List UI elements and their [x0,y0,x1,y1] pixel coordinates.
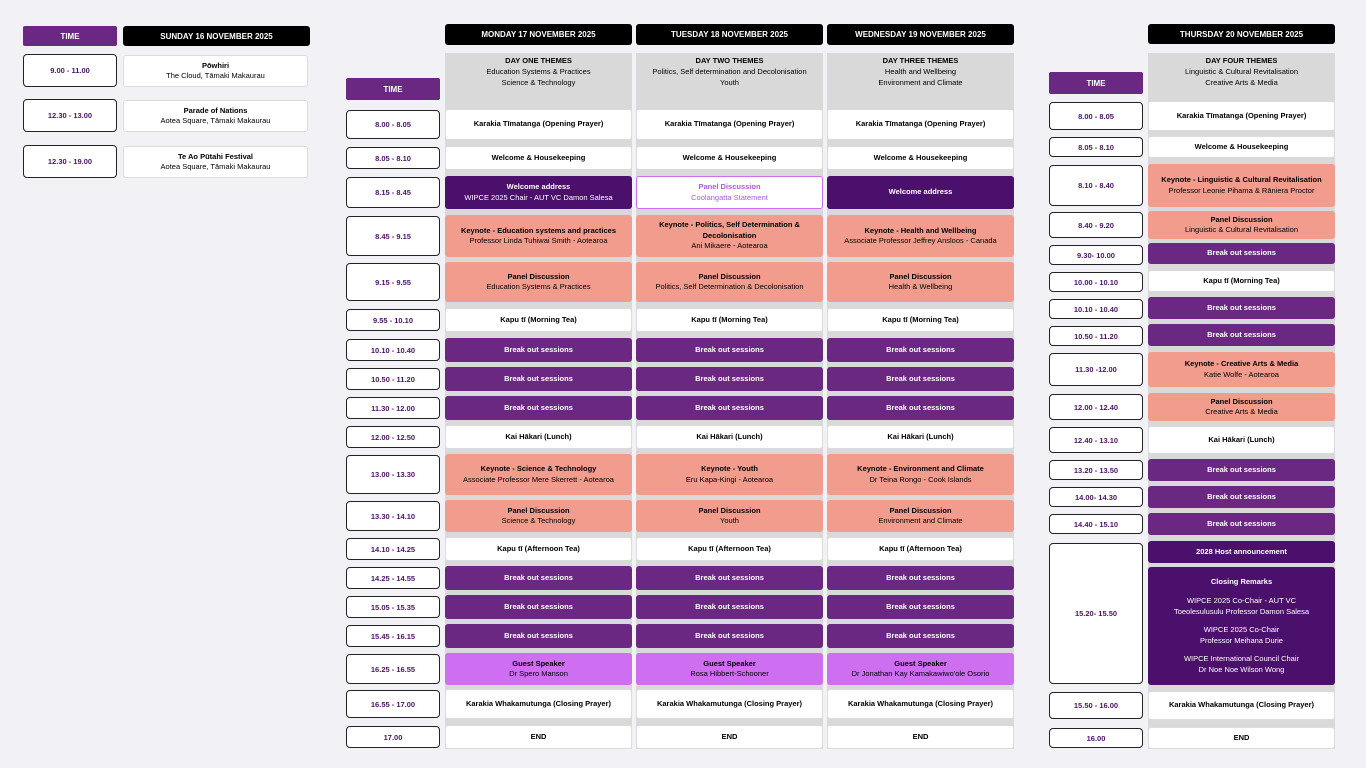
event-detail: Dr Noe Noe Wilson Wong [1198,664,1285,674]
event-detail: WIPCE 2025 Chair - AUT VC Damon Salesa [464,192,613,202]
sunday-header: SUNDAY 16 NOVEMBER 2025 [123,26,310,46]
schedule-event [636,454,823,495]
midweek-time-slot: 10.50 - 11.20 [346,368,440,390]
event-title: Keynote - Science & Technology [480,464,597,473]
event-title: Panel Discussion [1210,396,1273,406]
event-title: Kai Hākari (Lunch) [1208,434,1275,444]
midweek-time-slot: 8.05 - 8.10 [346,147,440,169]
event-title: Panel Discussion [698,182,761,191]
event-title: Welcome address [506,182,571,191]
event-detail: Environment and Climate [878,516,963,525]
theme-item: Creative Arts & Media [1205,78,1278,87]
thursday-time-slot: 8.05 - 8.10 [1049,137,1143,157]
event-detail: Rosa Hibbert-Schooner [690,669,769,678]
event-title: 2028 Host announcement [1196,546,1287,556]
event-title: Break out sessions [504,630,573,640]
schedule-event [827,454,1014,495]
thursday-time-header: TIME [1049,72,1143,94]
event-title: Karakia Tīmatanga (Opening Prayer) [1176,110,1307,120]
event-title: END [912,731,929,741]
event-title: Kapu tī (Morning Tea) [882,314,959,324]
theme-item: Health and Wellbeing [884,67,957,76]
schedule-event [827,367,1014,391]
event-title: Break out sessions [886,402,955,412]
sunday-event [123,146,308,178]
event-detail: Coolangatta Statement [691,192,768,202]
event-title: Welcome & Housekeeping [1194,141,1289,151]
schedule-event [1148,691,1335,720]
thursday-time-slot: 12.00 - 12.40 [1049,394,1143,420]
midweek-time-slot: 15.45 - 16.15 [346,625,440,647]
event-title: END [530,731,547,741]
schedule-event [445,689,632,719]
event-detail: Eru Kapa-Kingi - Aotearoa [685,474,774,484]
event-title: Te Ao Pūtahi Festival [177,151,253,161]
schedule-event [445,262,632,302]
schedule-event [827,308,1014,332]
event-title: Break out sessions [695,373,764,383]
event-title: Parade of Nations [183,105,248,115]
schedule-event [445,425,632,449]
schedule-event [636,262,823,302]
event-title: Welcome & Housekeeping [491,152,586,162]
event-title: Panel Discussion [507,271,570,281]
event-title: Keynote - Environment and Climate [857,464,984,473]
event-title: Kai Hākari (Lunch) [505,431,572,441]
schedule-event [445,595,632,619]
sunday-event [123,100,308,132]
schedule-event [1148,352,1335,387]
schedule-event [1148,136,1335,158]
event-title: Break out sessions [695,601,764,611]
event-title: Panel Discussion [698,271,761,281]
schedule-event [445,146,632,170]
midweek-time-slot: 14.25 - 14.55 [346,567,440,589]
midweek-time-slot: 9.15 - 9.55 [346,263,440,301]
event-detail: Youth [720,516,739,525]
event-title: Break out sessions [504,402,573,412]
schedule-event [445,500,632,532]
schedule-event [636,566,823,590]
midweek-time-slot: 8.15 - 8.45 [346,177,440,208]
theme-item: Politics, Self determination and Decolonisation [652,67,807,76]
event-detail: Dr Teina Rongo - Cook Islands [869,474,972,484]
event-title: Karakia Tīmatanga (Opening Prayer) [473,119,604,129]
event-title: Closing Remarks [1210,576,1273,586]
schedule-event [1148,513,1335,535]
midweek-time-slot: 11.30 - 12.00 [346,397,440,419]
event-title: Break out sessions [886,630,955,640]
schedule-event [827,537,1014,561]
schedule-event [636,308,823,332]
thursday-time-slot: 11.30 -12.00 [1049,353,1143,386]
event-title: Karakia Tīmatanga (Opening Prayer) [664,119,795,129]
event-title: Guest Speaker [703,658,756,668]
monday-header: MONDAY 17 NOVEMBER 2025 [445,24,632,45]
event-title: Break out sessions [695,402,764,412]
event-title: Keynote - Health and Wellbeing [864,225,977,235]
event-title: Break out sessions [504,344,573,354]
event-title: Keynote - Creative Arts & Media [1184,359,1299,368]
tuesday-themes [636,53,823,109]
event-title: END [721,731,738,741]
event-detail: Toeolesulusulu Professor Damon Salesa [1173,606,1310,616]
event-title: Welcome & Housekeeping [873,152,968,162]
schedule-event [636,725,823,749]
midweek-time-slot: 17.00 [346,726,440,748]
schedule-event [445,367,632,391]
theme-item: Linguistic & Cultural Revitalisation [1185,67,1298,76]
schedule-event [636,425,823,449]
event-detail: Dr Spero Manson [509,669,568,678]
event-title: Panel Discussion [698,505,761,515]
schedule-event [827,215,1014,257]
event-detail: Associate Professor Mere Skerrett - Aotearoa [463,474,614,484]
schedule-event [636,367,823,391]
thursday-time-slot: 14.00- 14.30 [1049,487,1143,507]
wednesday-themes [827,53,1014,109]
theme-item: Environment and Climate [878,78,963,87]
event-title: Karakia Whakamutunga (Closing Prayer) [847,698,994,708]
event-title: Kai Hākari (Lunch) [696,431,763,441]
schedule-event [1148,243,1335,264]
event-title: Karakia Whakamutunga (Closing Prayer) [1168,700,1315,710]
schedule-event [827,396,1014,420]
event-detail: Associate Professor Jeffrey Ansloos - Canada [844,236,997,245]
event-detail: Linguistic & Cultural Revitalisation [1185,225,1298,234]
schedule-event [636,537,823,561]
schedule-event [636,338,823,362]
thursday-time-slot: 8.00 - 8.05 [1049,102,1143,130]
schedule-event [1148,211,1335,239]
schedule-event [636,215,823,257]
midweek-time-slot: 10.10 - 10.40 [346,339,440,361]
midweek-time-slot: 13.00 - 13.30 [346,455,440,494]
thursday-time-slot: 8.40 - 9.20 [1049,212,1143,238]
schedule-event [636,396,823,420]
schedule-event [1148,727,1335,749]
schedule-event [827,566,1014,590]
thursday-themes [1148,53,1335,101]
event-title: Break out sessions [886,572,955,582]
event-title: Welcome address [888,187,953,197]
schedule-event [1148,297,1335,319]
schedule-event [445,653,632,685]
schedule-event [445,537,632,561]
schedule-event [1148,426,1335,454]
schedule-event [827,653,1014,685]
event-detail: Creative Arts & Media [1205,407,1278,416]
sunday-time-slot: 9.00 - 11.00 [23,54,117,87]
event-detail: Education Systems & Practices [486,282,591,291]
schedule-event [827,624,1014,648]
thursday-time-slot: 10.10 - 10.40 [1049,299,1143,319]
event-title: Break out sessions [504,572,573,582]
event-title: Guest Speaker [512,658,565,668]
event-title: Break out sessions [886,601,955,611]
event-title: Karakia Whakamutunga (Closing Prayer) [465,698,612,708]
midweek-time-slot: 8.00 - 8.05 [346,110,440,139]
event-title: Panel Discussion [507,505,570,515]
event-title: Kapu tī (Morning Tea) [500,314,577,324]
event-title: Kapu tī (Afternoon Tea) [688,543,771,553]
event-title: Break out sessions [695,344,764,354]
event-title: Welcome & Housekeeping [682,152,777,162]
schedule-event [1148,270,1335,292]
thursday-time-slot: 8.10 - 8.40 [1049,165,1143,206]
event-title: Panel Discussion [1210,214,1273,224]
schedule-event [1148,101,1335,131]
schedule-event [636,689,823,719]
event-title: Break out sessions [504,601,573,611]
thursday-time-slot: 16.00 [1049,728,1143,748]
schedule-event [1148,459,1335,481]
schedule-event [1148,567,1335,685]
event-title: Break out sessions [1207,518,1276,528]
midweek-time-slot: 16.55 - 17.00 [346,690,440,718]
schedule-event [445,396,632,420]
schedule-event [445,215,632,257]
sunday-time-header: TIME [23,26,117,46]
schedule-event [636,595,823,619]
event-title: Break out sessions [1207,302,1276,312]
event-title: Kai Hākari (Lunch) [887,431,954,441]
theme-heading: DAY ONE THEMES [505,56,572,65]
schedule-event [827,338,1014,362]
theme-item: Education Systems & Practices [486,67,591,76]
theme-heading: DAY TWO THEMES [695,56,764,65]
schedule-event [1148,486,1335,508]
event-detail: Health & Wellbeing [888,282,953,291]
monday-themes [445,53,632,109]
event-detail: Aotea Square, Tāmaki Makaurau [160,162,271,171]
thursday-time-slot: 15.50 - 16.00 [1049,692,1143,719]
event-title: Break out sessions [1207,491,1276,501]
theme-heading: DAY FOUR THEMES [1205,56,1278,65]
event-title: Break out sessions [1207,329,1276,339]
event-detail: WIPCE International Council Chair [1183,654,1300,664]
schedule-event [445,176,632,209]
schedule-event [445,624,632,648]
schedule-event [636,176,823,209]
schedule-event [827,595,1014,619]
sunday-event [123,55,308,87]
thursday-time-slot: 15.20- 15.50 [1049,543,1143,684]
event-detail: Science & Technology [501,516,576,525]
midweek-time-slot: 9.55 - 10.10 [346,309,440,331]
thursday-header: THURSDAY 20 NOVEMBER 2025 [1148,24,1335,44]
event-detail: Politics, Self Determination & Decolonisation [655,282,804,291]
schedule-event [1148,393,1335,421]
schedule-event [827,109,1014,140]
schedule-event [1148,164,1335,207]
thursday-time-slot: 10.50 - 11.20 [1049,326,1143,346]
event-title: Karakia Whakamutunga (Closing Prayer) [656,698,803,708]
schedule-event [636,653,823,685]
event-detail: Professor Leonie Pihama & Rāniera Proctor [1168,185,1315,195]
midweek-time-slot: 14.10 - 14.25 [346,538,440,560]
schedule-event [827,725,1014,749]
schedule-event [445,725,632,749]
schedule-event [636,146,823,170]
event-title: Break out sessions [504,373,573,383]
schedule-event [636,624,823,648]
midweek-time-header: TIME [346,78,440,100]
event-detail: Ani Mikaere - Aotearoa [691,241,768,251]
schedule-event [1148,324,1335,346]
event-title: Kapu tī (Morning Tea) [1203,275,1280,285]
event-detail: WIPCE 2025 Co-Chair [1203,625,1280,635]
event-detail: Professor Linda Tuhiwai Smith - Aotearoa [469,236,608,245]
event-title: Kapu tī (Morning Tea) [691,314,768,324]
midweek-time-slot: 8.45 - 9.15 [346,216,440,256]
schedule-event [445,566,632,590]
event-detail: Professor Meihana Durie [1200,635,1283,645]
event-title: Break out sessions [695,630,764,640]
wednesday-header: WEDNESDAY 19 NOVEMBER 2025 [827,24,1014,45]
event-detail: Katie Wolfe - Aotearoa [1204,369,1279,379]
midweek-time-slot: 12.00 - 12.50 [346,426,440,448]
theme-item: Youth [720,78,739,87]
event-title: Keynote - Education systems and practices [460,225,617,235]
schedule-event [827,500,1014,532]
event-title: Panel Discussion [889,271,952,281]
tuesday-header: TUESDAY 18 NOVEMBER 2025 [636,24,823,45]
midweek-time-slot: 16.25 - 16.55 [346,654,440,684]
event-title: END [1233,732,1250,742]
thursday-time-slot: 10.00 - 10.10 [1049,272,1143,292]
event-title: Panel Discussion [889,505,952,515]
thursday-time-slot: 13.20 - 13.50 [1049,460,1143,480]
schedule-event [827,425,1014,449]
event-detail: Dr Jonathan Kay Kamakawiwo'ole Osorio [851,669,990,678]
schedule-event [445,454,632,495]
event-title: Break out sessions [886,373,955,383]
schedule-event [1148,541,1335,563]
event-detail: Aotea Square, Tāmaki Makaurau [160,116,271,125]
event-title: Kapu tī (Afternoon Tea) [497,543,580,553]
event-title: Keynote - Linguistic & Cultural Revitalisation [1161,175,1322,184]
event-title: Keynote - Politics, Self Determination & Decolonisation [659,220,800,240]
theme-heading: DAY THREE THEMES [882,56,959,65]
event-detail: The Cloud, Tāmaki Makaurau [166,71,265,80]
event-title: Break out sessions [886,344,955,354]
schedule-event [445,308,632,332]
event-title: Guest Speaker [894,658,947,668]
schedule-event [827,689,1014,719]
schedule-event [636,500,823,532]
schedule-event [827,146,1014,170]
thursday-time-slot: 12.40 - 13.10 [1049,427,1143,453]
event-title: Break out sessions [1207,464,1276,474]
midweek-time-slot: 13.30 - 14.10 [346,501,440,531]
schedule-event [827,262,1014,302]
event-title: Karakia Tīmatanga (Opening Prayer) [855,119,986,129]
event-title: Kapu tī (Afternoon Tea) [879,543,962,553]
schedule-event [445,338,632,362]
sunday-time-slot: 12.30 - 19.00 [23,145,117,178]
thursday-time-slot: 14.40 - 15.10 [1049,514,1143,534]
schedule-event [445,109,632,140]
event-title: Break out sessions [695,572,764,582]
thursday-time-slot: 9.30- 10.00 [1049,245,1143,265]
schedule-event [827,176,1014,209]
event-detail: WIPCE 2025 Co-Chair - AUT VC [1186,596,1297,606]
schedule-event [636,109,823,140]
event-title: Pōwhiri [201,60,230,70]
midweek-time-slot: 15.05 - 15.35 [346,596,440,618]
theme-item: Science & Technology [501,78,576,87]
event-title: Keynote - Youth [701,464,758,473]
sunday-time-slot: 12.30 - 13.00 [23,99,117,132]
event-title: Break out sessions [1207,248,1276,258]
